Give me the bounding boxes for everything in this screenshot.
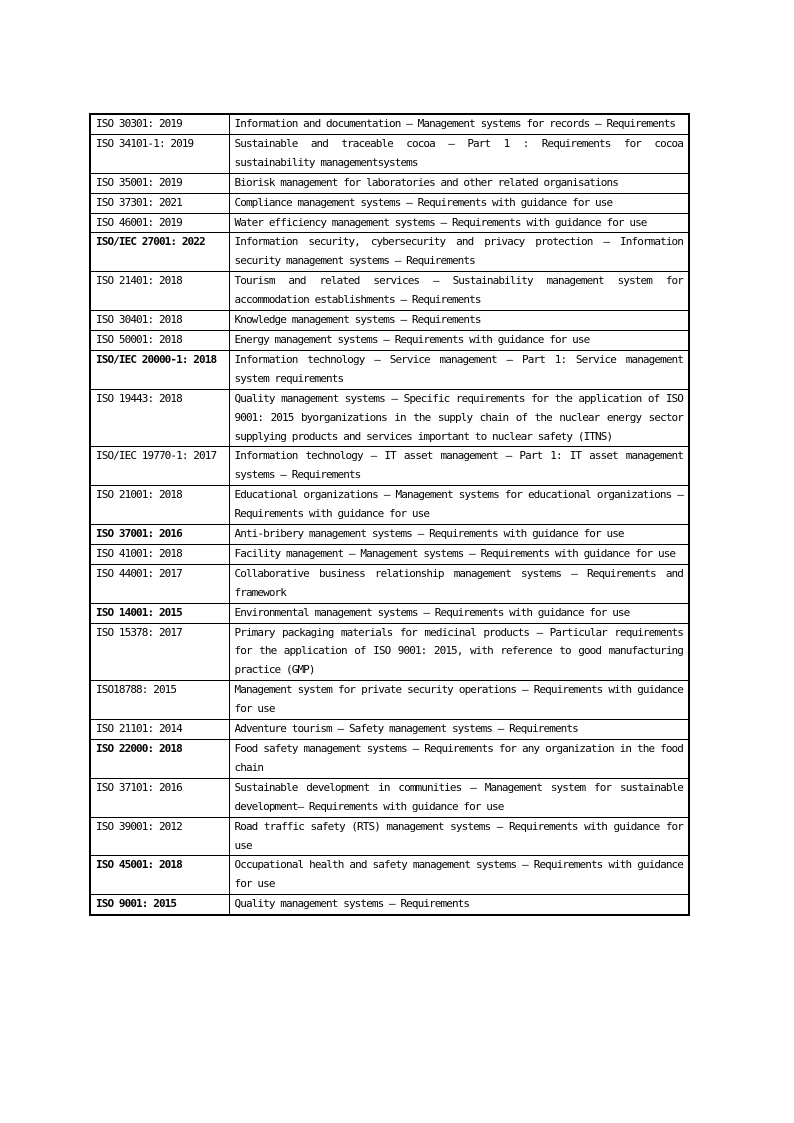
standard-id-cell: ISO 45001: 2018 <box>90 856 229 895</box>
standard-id-cell: ISO 14001: 2015 <box>90 603 229 623</box>
standard-id-cell: ISO 39001: 2012 <box>90 817 229 856</box>
standard-id-cell: ISO 41001: 2018 <box>90 544 229 564</box>
standard-id-cell: ISO18788: 2015 <box>90 681 229 720</box>
standard-id-cell: ISO 21101: 2014 <box>90 720 229 740</box>
table-row <box>90 114 689 134</box>
standard-description-cell: Information security, cybersecurity and privacy protection — Information security management systems — Requirements <box>229 233 689 272</box>
standard-description-cell: Sustainable development in communities — Management system for sustainable development— Requirements with guidance for use <box>229 778 689 817</box>
standard-description-cell: Knowledge management systems — Requirements <box>229 311 689 331</box>
iso-standards-table <box>89 113 690 916</box>
table-row <box>90 193 689 213</box>
table-row <box>90 330 689 350</box>
table-row <box>90 740 689 779</box>
standard-description-cell: Sustainable and traceable cocoa — Part 1 : Requirements for cocoa sustainability managementsystems <box>229 134 689 173</box>
standard-description-cell: Road traffic safety (RTS) management systems — Requirements with guidance for use <box>229 817 689 856</box>
table-row <box>90 895 689 915</box>
standard-description-cell: Occupational health and safety management systems — Requirements with guidance for use <box>229 856 689 895</box>
standard-id-cell: ISO 37001: 2016 <box>90 525 229 545</box>
table-row <box>90 173 689 193</box>
standard-id-cell: ISO 9001: 2015 <box>90 895 229 915</box>
standard-id-cell: ISO 21401: 2018 <box>90 272 229 311</box>
standard-description-cell: Information technology — IT asset management — Part 1: IT asset management systems — Requirements <box>229 447 689 486</box>
standard-id-cell: ISO/IEC 19770-1: 2017 <box>90 447 229 486</box>
standard-id-cell: ISO 30301: 2019 <box>90 114 229 134</box>
table-row <box>90 447 689 486</box>
standard-description-cell: Quality management systems — Specific requirements for the application of ISO 9001: 2015 byorganizations in the supply chain of the nuclear energy sector supplying products and services important to nuclear safety (ITNS) <box>229 389 689 447</box>
table-row <box>90 544 689 564</box>
table-row <box>90 817 689 856</box>
standard-description-cell: Food safety management systems — Requirements for any organization in the food chain <box>229 740 689 779</box>
table-row <box>90 486 689 525</box>
standard-description-cell: Information and documentation — Management systems for records — Requirements <box>229 114 689 134</box>
standard-id-cell: ISO 22000: 2018 <box>90 740 229 779</box>
standard-id-cell: ISO/IEC 27001: 2022 <box>90 233 229 272</box>
standard-description-cell: Primary packaging materials for medicinal products — Particular requirements for the application of ISO 9001: 2015, with reference to good manufacturing practice (GMP) <box>229 623 689 681</box>
standard-description-cell: Tourism and related services — Sustainability management system for accommodation establishments — Requirements <box>229 272 689 311</box>
standard-id-cell: ISO 35001: 2019 <box>90 173 229 193</box>
table-row <box>90 350 689 389</box>
table-row <box>90 564 689 603</box>
table-row <box>90 681 689 720</box>
standard-id-cell: ISO 34101-1: 2019 <box>90 134 229 173</box>
standard-id-cell: ISO 46001: 2019 <box>90 213 229 233</box>
standard-description-cell: Anti-bribery management systems — Requirements with guidance for use <box>229 525 689 545</box>
standard-description-cell: Information technology — Service management — Part 1: Service management system requirements <box>229 350 689 389</box>
table-row <box>90 272 689 311</box>
table-row <box>90 233 689 272</box>
table-row <box>90 389 689 447</box>
standard-description-cell: Quality management systems — Requirements <box>229 895 689 915</box>
standard-description-cell: Compliance management systems — Requirements with guidance for use <box>229 193 689 213</box>
standard-description-cell: Facility management — Management systems — Requirements with guidance for use <box>229 544 689 564</box>
table-row <box>90 311 689 331</box>
standard-id-cell: ISO 37301: 2021 <box>90 193 229 213</box>
standard-id-cell: ISO 21001: 2018 <box>90 486 229 525</box>
standard-id-cell: ISO 44001: 2017 <box>90 564 229 603</box>
standard-id-cell: ISO 37101: 2016 <box>90 778 229 817</box>
table-row <box>90 603 689 623</box>
table-row <box>90 720 689 740</box>
standard-id-cell: ISO 30401: 2018 <box>90 311 229 331</box>
standard-description-cell: Educational organizations — Management systems for educational organizations — Requirements with guidance for use <box>229 486 689 525</box>
table-row <box>90 525 689 545</box>
standard-description-cell: Management system for private security operations — Requirements with guidance for use <box>229 681 689 720</box>
standard-description-cell: Collaborative business relationship management systems — Requirements and framework <box>229 564 689 603</box>
table-row <box>90 623 689 681</box>
standard-description-cell: Biorisk management for laboratories and other related organisations <box>229 173 689 193</box>
standard-description-cell: Energy management systems — Requirements with guidance for use <box>229 330 689 350</box>
standard-id-cell: ISO 50001: 2018 <box>90 330 229 350</box>
standard-id-cell: ISO 19443: 2018 <box>90 389 229 447</box>
standard-id-cell: ISO 15378: 2017 <box>90 623 229 681</box>
table-row <box>90 778 689 817</box>
table-row <box>90 134 689 173</box>
standard-description-cell: Water efficiency management systems — Requirements with guidance for use <box>229 213 689 233</box>
table-row <box>90 213 689 233</box>
standard-description-cell: Adventure tourism — Safety management systems — Requirements <box>229 720 689 740</box>
standard-id-cell: ISO/IEC 20000-1: 2018 <box>90 350 229 389</box>
table-row <box>90 856 689 895</box>
standard-description-cell: Environmental management systems — Requirements with guidance for use <box>229 603 689 623</box>
iso-standards-table-body <box>90 114 689 915</box>
